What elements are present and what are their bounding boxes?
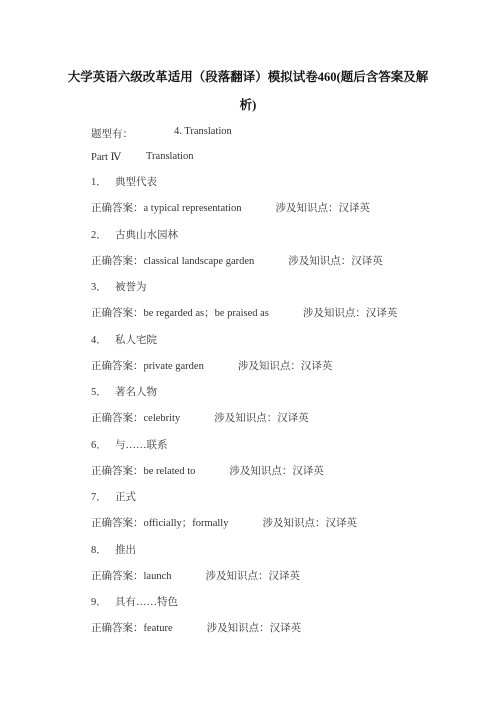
question-item [91, 594, 471, 647]
answer-label: 正确答案： [91, 570, 144, 582]
topic-text: 涉及知识点：汉译英 [288, 255, 383, 267]
answer-text: classical landscape garden [143, 255, 255, 267]
question-prompt: 与……联系 [115, 439, 168, 451]
question-prompt: 被誉为 [115, 282, 147, 293]
topic-text: 涉及知识点：汉译英 [302, 308, 398, 319]
question-item [91, 489, 471, 542]
answer-text: be regarded as；be praised as [143, 308, 269, 319]
answer-row [91, 253, 383, 268]
answer-label: 正确答案： [91, 518, 144, 529]
answer-row [91, 463, 324, 478]
answer-row [91, 410, 309, 425]
answer-row [91, 200, 370, 215]
answer-label: 正确答案： [91, 203, 144, 214]
question-item [91, 332, 471, 385]
document-title-line-2: 析) [239, 98, 257, 112]
question-list [91, 174, 471, 647]
part-label: Part Ⅳ [91, 152, 122, 163]
question-number: 6． [91, 439, 107, 451]
document-title-line-1: 大学英语六级改革适用（段落翻译）模拟试卷460(题后含答案及解 [67, 70, 429, 84]
question-type-label: 题型有： [91, 129, 133, 140]
part-heading-row [91, 151, 194, 163]
question-prompt-row [91, 227, 178, 242]
question-type-value: 4. Translation [174, 126, 232, 137]
topic-text: 涉及知识点：汉译英 [262, 518, 357, 529]
question-prompt: 正式 [115, 492, 136, 503]
topic-text: 涉及知识点：汉译英 [206, 623, 302, 634]
answer-text: be related to [143, 465, 196, 477]
answer-label: 正确答案： [91, 623, 144, 634]
question-number: 3． [91, 282, 107, 293]
answer-row [91, 305, 397, 320]
topic-text: 涉及知识点：汉译英 [237, 360, 333, 372]
answer-row [91, 568, 300, 583]
question-type-row [91, 126, 232, 141]
answer-text: a typical representation [143, 203, 242, 214]
answer-text: feature [143, 623, 173, 634]
topic-text: 涉及知识点：汉译英 [275, 203, 370, 214]
question-prompt: 具有……特色 [115, 597, 178, 608]
question-prompt: 典型代表 [115, 177, 157, 188]
answer-label: 正确答案： [91, 255, 144, 267]
answer-text: celebrity [143, 413, 181, 424]
answer-text: launch [143, 570, 172, 582]
answer-text: private garden [143, 360, 204, 372]
question-prompt-row [91, 542, 136, 557]
question-number: 1． [91, 177, 107, 188]
question-item [91, 384, 471, 437]
question-prompt-row [91, 174, 157, 189]
question-number: 9． [91, 597, 107, 608]
answer-row [91, 620, 301, 635]
part-value: Translation [146, 151, 194, 162]
question-number: 8． [91, 544, 107, 556]
question-prompt-row [91, 384, 157, 399]
question-prompt: 私人宅院 [115, 334, 157, 346]
topic-text: 涉及知识点：汉译英 [205, 570, 300, 582]
topic-text: 涉及知识点：汉译英 [229, 465, 324, 477]
question-prompt-row [91, 489, 136, 504]
question-number: 2． [91, 229, 107, 241]
question-number: 5． [91, 387, 107, 398]
question-number: 4． [91, 334, 107, 346]
answer-row [91, 358, 332, 373]
answer-label: 正确答案： [91, 465, 144, 477]
answer-row [91, 515, 357, 530]
topic-text: 涉及知识点：汉译英 [214, 413, 309, 424]
question-number: 7． [91, 492, 107, 503]
question-item [91, 279, 471, 332]
question-item [91, 542, 471, 595]
question-prompt-row [91, 437, 168, 452]
answer-text: officially；formally [143, 518, 229, 529]
question-item [91, 174, 471, 227]
question-prompt: 著名人物 [115, 387, 157, 398]
answer-label: 正确答案： [91, 413, 144, 424]
question-item [91, 227, 471, 280]
question-prompt-row [91, 332, 157, 347]
answer-label: 正确答案： [91, 308, 144, 319]
question-prompt-row [91, 279, 147, 294]
question-prompt: 推出 [115, 544, 136, 556]
answer-label: 正确答案： [91, 360, 144, 372]
question-item [91, 437, 471, 490]
question-prompt: 古典山水园林 [115, 229, 178, 241]
question-prompt-row [91, 594, 178, 609]
